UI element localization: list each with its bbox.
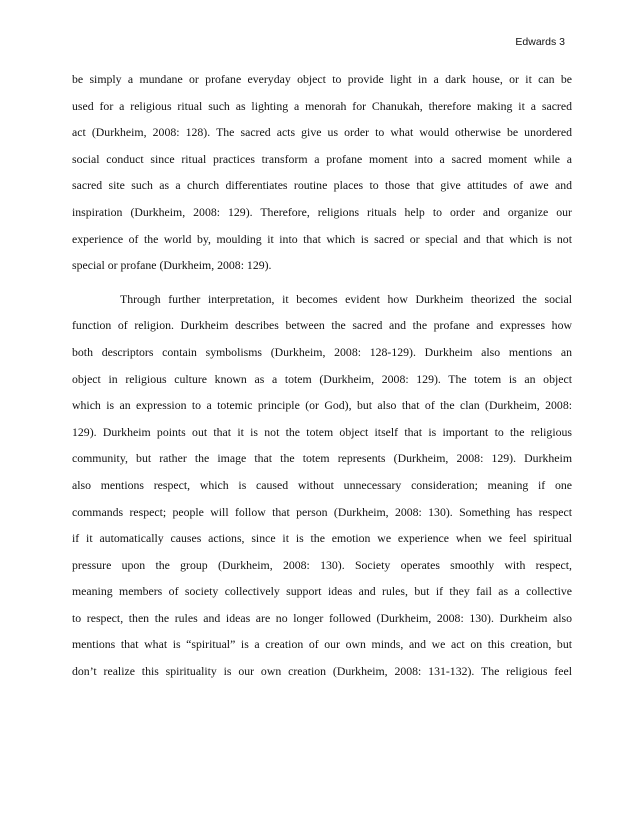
text-line: mentions that what is “spiritual” is a creation of our own minds, and we act on this creation, but: [72, 637, 572, 652]
text-line: to respect, then the rules and ideas are no longer followed (Durkheim, 2008: 130). Durkheim also: [72, 610, 572, 625]
text-line: if it automatically causes actions, since it is the emotion we experience when we feel spiritual: [72, 531, 572, 546]
text-line: object in religious culture known as a totem (Durkheim, 2008: 129). The totem is an object: [72, 371, 572, 386]
paragraph-2: [72, 286, 572, 685]
text-line: 129). Durkheim points out that it is not the totem object itself that is important to the religious: [72, 424, 572, 439]
text-line: sacred site such as a church differentiates routine places to those that give attitudes of awe and: [72, 178, 572, 193]
text-line: be simply a mundane or profane everyday object to provide light in a dark house, or it can be: [72, 72, 572, 86]
text-line: also mentions respect, which is caused without unnecessary consideration; meaning if one: [72, 477, 572, 492]
text-line: act (Durkheim, 2008: 128). The sacred acts give us order to what would otherwise be unordered: [72, 125, 572, 140]
text-line: function of religion. Durkheim describes between the sacred and the profane and expresses how: [72, 318, 572, 333]
text-line: community, but rather the image that the totem represents (Durkheim, 2008: 129). Durkheim: [72, 451, 572, 466]
text-line: Through further interpretation, it becomes evident how Durkheim theorized the social: [120, 291, 572, 306]
text-line: don’t realize this spirituality is our own creation (Durkheim, 2008: 131-132). The religious feel: [72, 664, 572, 679]
text-line: used for a religious ritual such as lighting a menorah for Chanukah, therefore making it a sacred: [72, 98, 572, 113]
text-line: commands respect; people will follow that person (Durkheim, 2008: 130). Something has respect: [72, 504, 572, 519]
text-line: which is an expression to a totemic principle (or God), but also that of the clan (Durkheim, 2008:: [72, 398, 572, 413]
body-text: [72, 66, 572, 685]
text-line: special or profane (Durkheim, 2008: 129).: [72, 258, 272, 273]
text-line: both descriptors contain symbolisms (Durkheim, 2008: 128-129). Durkheim also mentions an: [72, 344, 572, 359]
paragraph-1: [72, 66, 572, 279]
text-line: social conduct since ritual practices transform a profane moment into a sacred moment while a: [72, 151, 572, 166]
text-line: meaning members of society collectively support ideas and rules, but if they fail as a collective: [72, 584, 572, 599]
paragraph-gap: [72, 279, 572, 286]
text-line: inspiration (Durkheim, 2008: 129). Therefore, religions rituals help to order and organize our: [72, 204, 572, 219]
text-line: pressure upon the group (Durkheim, 2008: 130). Society operates smoothly with respect,: [72, 557, 572, 572]
running-header: Edwards 3: [515, 36, 565, 48]
text-line: experience of the world by, moulding it into that which is sacred or special and that which is not: [72, 231, 572, 246]
